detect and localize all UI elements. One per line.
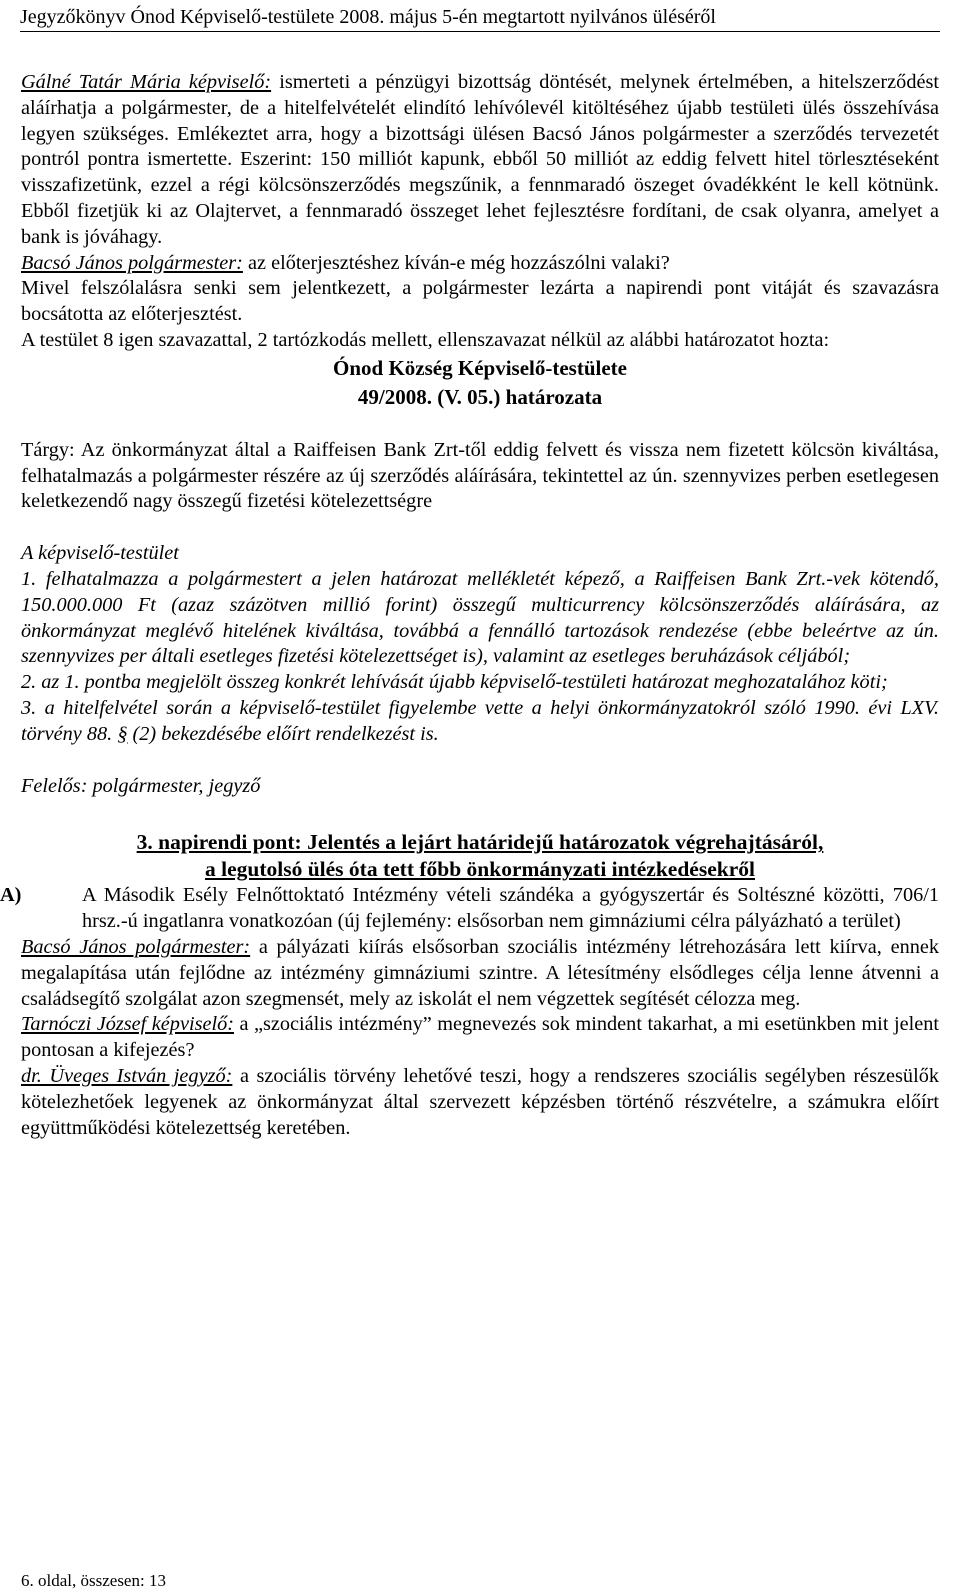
decision-item-3: 3. a hitelfelvétel során a képviselő-testület figyelembe vette a helyi önkormányzatokról szóló 1990. évi LXV. törvény 88. § (2) bekezdésébe előírt rendelkezést is. <box>21 696 939 745</box>
resolution-body: Ónod Község Képviselő-testülete <box>333 355 627 380</box>
page-header: Jegyzőkönyv Ónod Képviselő-testülete 2008. május 5-én megtartott nyilvános üléséről <box>20 4 940 32</box>
decision-heading: A képviselő-testület <box>21 542 179 565</box>
agenda-item-a <box>0 883 939 935</box>
paragraph-vote: A testület 8 igen szavazattal, 2 tartózkodás mellett, ellenszavazat nélkül az alábbi határozatot hozta: <box>21 328 830 351</box>
responsible-line: Felelős: polgármester, jegyző <box>21 774 261 797</box>
speaker-name: Tarnóczi József képviselő: <box>21 1013 234 1036</box>
paragraph-text: a pályázati kiírás elsősorban szociális intézmény létrehozására lett kiírva, ennek megalapítása után fejlődne az intézmény gimnáziumi szintre. A létesítmény elsődleges célja lenne átvenni a családsegítő szolgálat azon szegmensét, mely az iskolát el nem végzettek segítését célozza meg. <box>21 935 939 1010</box>
paragraph-text: a szociális törvény lehetővé teszi, hogy a rendszeres szociális segélyben részesülők kötelezhetőek legyenek az önkormányzat által szervezett képzésben történő részvételre, a számukra előírt együttműködési kötelezettség keretében. <box>21 1064 939 1139</box>
speaker-name: Bacsó János polgármester: <box>21 251 243 274</box>
paragraph-bacso-question <box>21 251 939 277</box>
speaker-name: Gálné Tatár Mária képviselő: <box>21 71 272 93</box>
decision-item-1: 1. felhatalmazza a polgármestert a jelen határozat mellékletét képező, a Raiffeisen Bank Zrt.-vek kötendő, 150.000.000 Ft (azaz százötven millió forint) összegű multicurrency kölcsönszerződés aláírására, az önkormányzat meglévő hitelének kiváltása, továbbá a fennálló tartozások rendezése (ebbe beleértve az ún. szennyvizes per általi esetleges fizetési kötelezettséget is), valamint az esetleges beruházások céljából; <box>21 567 939 668</box>
document-body <box>0 70 939 1141</box>
item-text: A Második Esély Felnőttoktató Intézmény vételi szándéka a gyógyszertár és Soltészné közötti, 706/1 hrsz.-ú ingatlanra vonatkozóan (új fejlemény: elsősorban nem gimnáziumi célra pályázható a terület) <box>82 884 939 933</box>
paragraph-tarnoczi <box>21 1012 939 1064</box>
agenda-heading <box>21 829 939 883</box>
paragraph-closing: Mivel felszólalásra senki sem jelentkezett, a polgármester lezárta a napirendi pont vitáját és szavazásra bocsátotta az előterjesztést. <box>21 277 939 326</box>
resolution-subject: Tárgy: Az önkormányzat által a Raiffeisen Bank Zrt-től eddig felvett és vissza nem fizetett kölcsön kiváltása, felhatalmazás a polgármester részére az új szerződés aláírására, tekintettel az ún. szennyvizes perben esetlegesen keletkezendő nagy összegű fizetési kötelezettségre <box>21 438 939 513</box>
resolution-number: 49/2008. (V. 05.) határozata <box>357 384 603 409</box>
page-footer: 6. oldal, összesen: 13 <box>21 1571 166 1590</box>
item-label: A) <box>0 884 22 907</box>
agenda-heading-line-1: 3. napirendi pont: Jelentés a lejárt határidejű határozatok végrehajtásáról, <box>136 830 824 855</box>
section-sign: § <box>117 722 128 745</box>
paragraph-text: az előterjesztéshez kíván-e még hozzászólni valaki? <box>242 251 670 274</box>
agenda-heading-line-2: a legutolsó ülés óta tett főbb önkormányzati intézkedésekről <box>204 857 755 882</box>
resolution-title <box>21 354 939 412</box>
speaker-name: Bacsó János polgármester: <box>21 935 251 958</box>
paragraph-bacso <box>21 935 939 1012</box>
paragraph-text: ismerteti a pénzügyi bizottság döntését, melynek értelmében, a hitelszerződést aláírhatja a polgármester, de a hitelfelvételét elindító lehívólevél kitöltéséhez újabb testületi ülés összehívása legyen szükséges. Emlékeztet arra, hogy a bizottsági ülésen Bacsó János polgármester a szerződés tervezetét pontról pontra ismertette. Eszerint: 150 milliót kapunk, ebből 50 milliót az eddig felvett hitel törlesztéseként visszafizetünk, ezzel a régi kölcsönszerződés megszűnik, a fennmaradó öszeget óvadékként le kell kötnünk. Ebből fizetjük ki az Olajtervet, a fennmaradó összeget lehet fejlesztésre fordítani, de csak olyanra, amelyet a bank is jóváhagy. <box>21 71 939 248</box>
speaker-name: dr. Üveges István jegyző: <box>21 1064 233 1087</box>
paragraph-tatar <box>21 70 939 251</box>
resolution-decision <box>21 541 939 747</box>
decision-item-2: 2. az 1. pontba megjelölt összeg konkrét lehívását újabb képviselő-testületi határozat meghozatalához köti; <box>21 671 888 694</box>
paragraph-text: a „szociális intézmény” megnevezés sok mindent takarhat, a mi esetünkben mit jelent pontosan a kifejezés? <box>21 1013 939 1062</box>
paragraph-uveges <box>21 1064 939 1141</box>
